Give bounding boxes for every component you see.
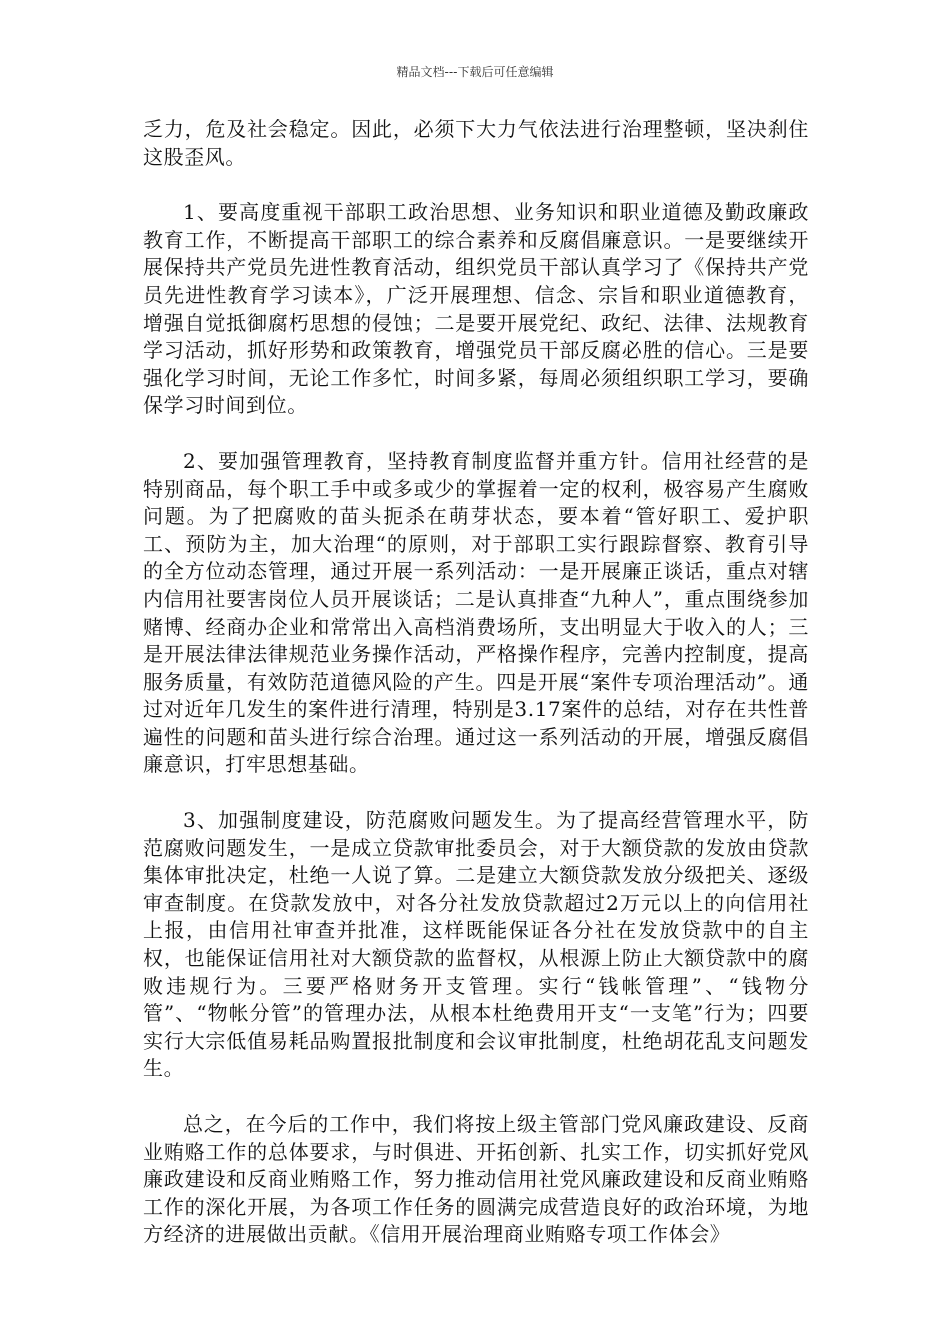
paragraph-conclusion: 总之，在今后的工作中，我们将按上级主管部门党风廉政建设、反商业贿赂工作的总体要求，与时俱进、开拓创新、扎实工作，切实抓好党风廉政建设和反商业贿赂工作，努力推动信用社党风廉政建设和反商业贿赂工作的深化开展，为各项工作任务的圆满完成营造良好的政治环境，为地方经济的进展做出贡献。《信用开展治理商业贿赂专项工作体会》: [143, 1112, 809, 1247]
paragraph-point-2: 2、要加强管理教育，坚持教育制度监督并重方针。信用社经营的是特别商品，每个职工手中或多或少的掌握着一定的权利，极容易产生腐败问题。为了把腐败的苗头扼杀在萌芽状态，要本着“管好职工、爱护职工、预防为主，加大治理“的原则，对于部职工实行跟踪督察、教育引导的全方位动态管理，通过开展一系列活动：一是开展廉正谈话，重点对辖内信用社要害岗位人员开展谈话；二是认真排查“九种人”，重点围绕参加赌博、经商办企业和常常出入高档消费场所，支出明显大于收入的人；三是开展法律法律规范业务操作活动，严格操作程序，完善内控制度，提高服务质量，有效防范道德风险的产生。四是开展“案件专项治理活动”。通过对近年几发生的案件进行清理，特别是3.17案件的总结，对存在共性普遍性的问题和苗头进行综合治理。通过这一系列活动的开展，增强反腐倡廉意识，打牢思想基础。: [143, 448, 809, 777]
paragraph-point-1: 1、要高度重视干部职工政治思想、业务知识和职业道德及勤政廉政教育工作，不断提高干部职工的综合素养和反腐倡廉意识。一是要继续开展保持共产党员先进性教育活动，组织党员干部认真学习了《保持共产党员先进性教育学习读本》，广泛开展理想、信念、宗旨和职业道德教育，增强自觉抵御腐朽思想的侵蚀；二是要开展党纪、政纪、法律、法规教育学习活动，抓好形势和政策教育，增强党员干部反腐必胜的信心。三是要强化学习时间，无论工作多忙，时间多紧，每周必须组织职工学习，要确保学习时间到位。: [143, 200, 809, 418]
page-header: 精品文档---下载后可任意编辑: [396, 65, 554, 79]
paragraph-continuation: 乏力，危及社会稳定。因此，必须下大力气依法进行治理整顿，坚决刹住这股歪风。: [143, 117, 809, 169]
document-body: [143, 116, 809, 1249]
paragraph-point-3: 3、加强制度建设，防范腐败问题发生。为了提高经营管理水平，防范腐败问题发生，一是成立贷款审批委员会，对于大额贷款的发放由贷款集体审批决定，杜绝一人说了算。二是建立大额贷款发放分级把关、逐级审查制度。在贷款发放中，对各分社发放贷款超过2万元以上的向信用社上报，由信用社审查并批准，这样既能保证各分社在发放贷款中的自主权，也能保证信用社对大额贷款的监督权，从根源上防止大额贷款中的腐败违规行为。三要严格财务开支管理。实行“钱帐管理”、“钱物分管”、“物帐分管”的管理办法，从根本杜绝费用开支“一支笔”行为；四要实行大宗低值易耗品购置报批制度和会议审批制度，杜绝胡花乱支问题发生。: [143, 808, 809, 1081]
